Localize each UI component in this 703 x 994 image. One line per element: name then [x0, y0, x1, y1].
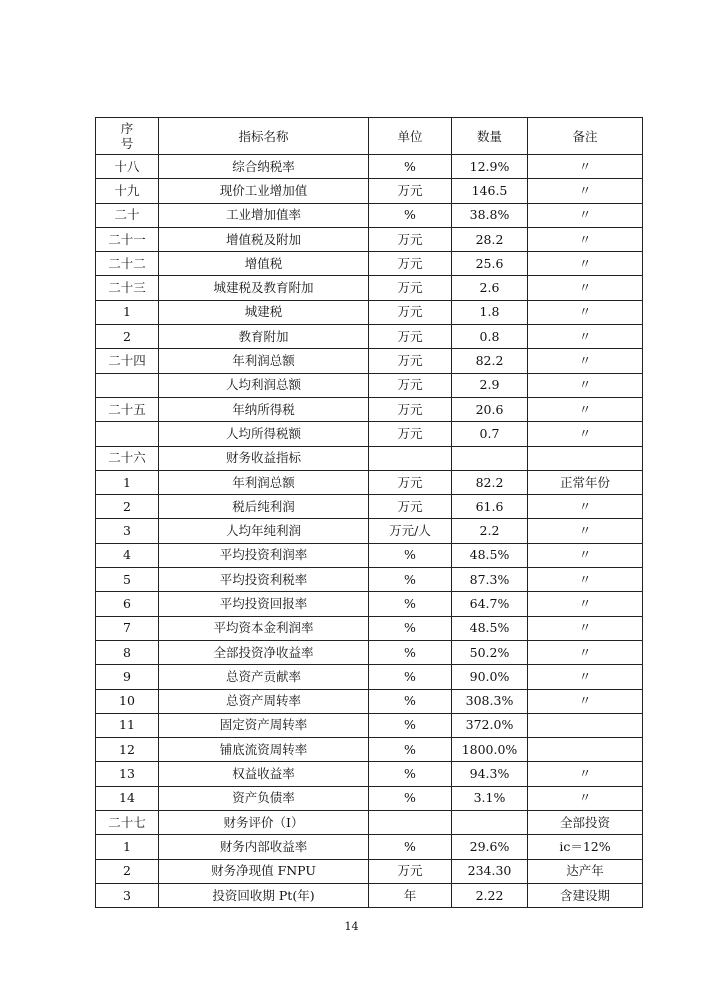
row-unit: % [369, 738, 452, 762]
header-seq: 序 号 [96, 118, 159, 155]
table-row [96, 835, 643, 859]
row-seq: 1 [96, 300, 159, 324]
row-quantity [452, 446, 528, 470]
row-indicator-name: 现价工业增加值 [159, 179, 369, 203]
row-seq: 1 [96, 470, 159, 494]
row-note: 〃 [528, 786, 643, 810]
row-quantity: 146.5 [452, 179, 528, 203]
row-seq: 2 [96, 325, 159, 349]
row-unit: % [369, 762, 452, 786]
row-quantity: 20.6 [452, 397, 528, 421]
row-unit: 万元 [369, 227, 452, 251]
table-row [96, 738, 643, 762]
row-indicator-name: 财务评价（Ⅰ） [159, 811, 369, 835]
row-quantity: 64.7% [452, 592, 528, 616]
row-unit: % [369, 616, 452, 640]
row-unit: 万元 [369, 276, 452, 300]
row-quantity: 48.5% [452, 543, 528, 567]
table-row [96, 811, 643, 835]
row-seq: 二十四 [96, 349, 159, 373]
row-seq: 3 [96, 883, 159, 907]
row-indicator-name: 总资产周转率 [159, 689, 369, 713]
table-row [96, 155, 643, 179]
row-unit: % [369, 203, 452, 227]
row-note [528, 738, 643, 762]
row-seq: 2 [96, 495, 159, 519]
row-note: 〃 [528, 203, 643, 227]
row-unit: 万元 [369, 859, 452, 883]
row-quantity: 308.3% [452, 689, 528, 713]
row-note: 〃 [528, 373, 643, 397]
row-indicator-name: 人均利润总额 [159, 373, 369, 397]
row-note: 〃 [528, 762, 643, 786]
row-indicator-name: 平均资本金利润率 [159, 616, 369, 640]
row-unit: % [369, 689, 452, 713]
row-note: 〃 [528, 227, 643, 251]
row-quantity: 1.8 [452, 300, 528, 324]
row-seq: 7 [96, 616, 159, 640]
row-quantity: 94.3% [452, 762, 528, 786]
row-unit: 万元 [369, 349, 452, 373]
row-seq: 二十 [96, 203, 159, 227]
row-quantity: 372.0% [452, 713, 528, 737]
row-unit [369, 446, 452, 470]
row-indicator-name: 年利润总额 [159, 470, 369, 494]
row-note: 〃 [528, 568, 643, 592]
row-seq: 6 [96, 592, 159, 616]
row-unit: 万元 [369, 252, 452, 276]
row-seq: 十九 [96, 179, 159, 203]
row-quantity: 82.2 [452, 470, 528, 494]
row-quantity: 28.2 [452, 227, 528, 251]
row-unit: 万元 [369, 470, 452, 494]
table-row [96, 640, 643, 664]
table-row [96, 883, 643, 907]
row-note: 〃 [528, 640, 643, 664]
row-indicator-name: 全部投资净收益率 [159, 640, 369, 664]
row-indicator-name: 教育附加 [159, 325, 369, 349]
row-note: 达产年 [528, 859, 643, 883]
row-unit: 万元 [369, 422, 452, 446]
table-row [96, 592, 643, 616]
table-row [96, 179, 643, 203]
row-quantity: 3.1% [452, 786, 528, 810]
row-seq: 二十三 [96, 276, 159, 300]
row-note [528, 446, 643, 470]
table-row [96, 543, 643, 567]
row-quantity: 0.8 [452, 325, 528, 349]
row-quantity: 25.6 [452, 252, 528, 276]
row-unit: % [369, 543, 452, 567]
table-row [96, 397, 643, 421]
table-row [96, 373, 643, 397]
row-indicator-name: 总资产贡献率 [159, 665, 369, 689]
row-note: 〃 [528, 495, 643, 519]
row-seq: 二十二 [96, 252, 159, 276]
row-note [528, 713, 643, 737]
row-seq: 2 [96, 859, 159, 883]
row-indicator-name: 资产负债率 [159, 786, 369, 810]
table-row [96, 786, 643, 810]
row-note: 〃 [528, 276, 643, 300]
row-quantity: 48.5% [452, 616, 528, 640]
table-row [96, 446, 643, 470]
row-seq: 二十五 [96, 397, 159, 421]
row-quantity: 2.9 [452, 373, 528, 397]
row-indicator-name: 年纳所得税 [159, 397, 369, 421]
table-body [96, 155, 643, 908]
table-row [96, 665, 643, 689]
row-indicator-name: 平均投资回报率 [159, 592, 369, 616]
row-note: 〃 [528, 543, 643, 567]
row-seq: 8 [96, 640, 159, 664]
row-quantity: 0.7 [452, 422, 528, 446]
row-quantity: 61.6 [452, 495, 528, 519]
header-qty: 数量 [452, 118, 528, 155]
row-note: 〃 [528, 665, 643, 689]
row-quantity [452, 811, 528, 835]
table-row [96, 203, 643, 227]
row-quantity: 29.6% [452, 835, 528, 859]
row-seq: 二十一 [96, 227, 159, 251]
row-seq: 10 [96, 689, 159, 713]
table-row [96, 689, 643, 713]
row-indicator-name: 税后纯利润 [159, 495, 369, 519]
row-quantity: 234.30 [452, 859, 528, 883]
row-note: 〃 [528, 689, 643, 713]
table-row [96, 227, 643, 251]
row-indicator-name: 城建税 [159, 300, 369, 324]
row-note: 〃 [528, 616, 643, 640]
row-seq: 3 [96, 519, 159, 543]
row-quantity: 2.6 [452, 276, 528, 300]
table-row [96, 422, 643, 446]
row-indicator-name: 权益收益率 [159, 762, 369, 786]
row-indicator-name: 平均投资利润率 [159, 543, 369, 567]
row-seq [96, 422, 159, 446]
row-note: 〃 [528, 349, 643, 373]
row-seq [96, 373, 159, 397]
row-note: 〃 [528, 422, 643, 446]
row-indicator-name: 增值税 [159, 252, 369, 276]
row-indicator-name: 人均年纯利润 [159, 519, 369, 543]
table-row [96, 616, 643, 640]
row-seq: 13 [96, 762, 159, 786]
row-indicator-name: 增值税及附加 [159, 227, 369, 251]
row-note: 〃 [528, 325, 643, 349]
row-seq: 9 [96, 665, 159, 689]
table-row [96, 495, 643, 519]
row-note: 〃 [528, 252, 643, 276]
row-note: 〃 [528, 519, 643, 543]
table-row [96, 519, 643, 543]
row-seq: 5 [96, 568, 159, 592]
row-seq: 11 [96, 713, 159, 737]
row-note: 〃 [528, 179, 643, 203]
row-indicator-name: 平均投资利税率 [159, 568, 369, 592]
row-seq: 1 [96, 835, 159, 859]
row-note: 全部投资 [528, 811, 643, 835]
row-indicator-name: 财务内部收益率 [159, 835, 369, 859]
row-quantity: 90.0% [452, 665, 528, 689]
row-indicator-name: 工业增加值率 [159, 203, 369, 227]
row-unit: 万元 [369, 397, 452, 421]
table-row [96, 252, 643, 276]
row-seq: 二十七 [96, 811, 159, 835]
row-note: 正常年份 [528, 470, 643, 494]
row-indicator-name: 财务收益指标 [159, 446, 369, 470]
row-unit: % [369, 568, 452, 592]
header-note: 备注 [528, 118, 643, 155]
page-number: 14 [344, 920, 359, 933]
row-unit: 万元 [369, 179, 452, 203]
row-unit: 万元/人 [369, 519, 452, 543]
row-note: 〃 [528, 300, 643, 324]
row-unit: 万元 [369, 300, 452, 324]
row-indicator-name: 人均所得税额 [159, 422, 369, 446]
row-note: 〃 [528, 592, 643, 616]
row-quantity: 50.2% [452, 640, 528, 664]
row-quantity: 38.8% [452, 203, 528, 227]
row-seq: 十八 [96, 155, 159, 179]
row-indicator-name: 投资回收期 Pt(年) [159, 883, 369, 907]
row-quantity: 87.3% [452, 568, 528, 592]
table-row [96, 713, 643, 737]
row-quantity: 1800.0% [452, 738, 528, 762]
table-row [96, 762, 643, 786]
row-unit: % [369, 835, 452, 859]
row-unit: % [369, 155, 452, 179]
table-row [96, 276, 643, 300]
row-quantity: 2.22 [452, 883, 528, 907]
row-indicator-name: 铺底流资周转率 [159, 738, 369, 762]
row-unit: 万元 [369, 495, 452, 519]
row-note: 含建设期 [528, 883, 643, 907]
table-row [96, 470, 643, 494]
row-indicator-name: 财务净现值 FNPU [159, 859, 369, 883]
header-unit: 单位 [369, 118, 452, 155]
table-header-row [96, 118, 643, 155]
table-row [96, 859, 643, 883]
table-row [96, 568, 643, 592]
row-indicator-name: 年利润总额 [159, 349, 369, 373]
row-indicator-name: 固定资产周转率 [159, 713, 369, 737]
row-note: 〃 [528, 397, 643, 421]
row-note: 〃 [528, 155, 643, 179]
table-row [96, 349, 643, 373]
table-row [96, 300, 643, 324]
row-note: ic＝12% [528, 835, 643, 859]
header-name: 指标名称 [159, 118, 369, 155]
row-indicator-name: 城建税及教育附加 [159, 276, 369, 300]
row-unit: % [369, 592, 452, 616]
row-unit: % [369, 665, 452, 689]
row-unit: 万元 [369, 325, 452, 349]
row-indicator-name: 综合纳税率 [159, 155, 369, 179]
row-seq: 4 [96, 543, 159, 567]
row-seq: 14 [96, 786, 159, 810]
row-unit: % [369, 713, 452, 737]
row-quantity: 12.9% [452, 155, 528, 179]
row-unit: % [369, 640, 452, 664]
row-unit: 年 [369, 883, 452, 907]
row-quantity: 82.2 [452, 349, 528, 373]
row-quantity: 2.2 [452, 519, 528, 543]
row-unit: 万元 [369, 373, 452, 397]
row-seq: 12 [96, 738, 159, 762]
row-seq: 二十六 [96, 446, 159, 470]
row-unit [369, 811, 452, 835]
indicators-table [95, 117, 643, 908]
table-row [96, 325, 643, 349]
row-unit: % [369, 786, 452, 810]
